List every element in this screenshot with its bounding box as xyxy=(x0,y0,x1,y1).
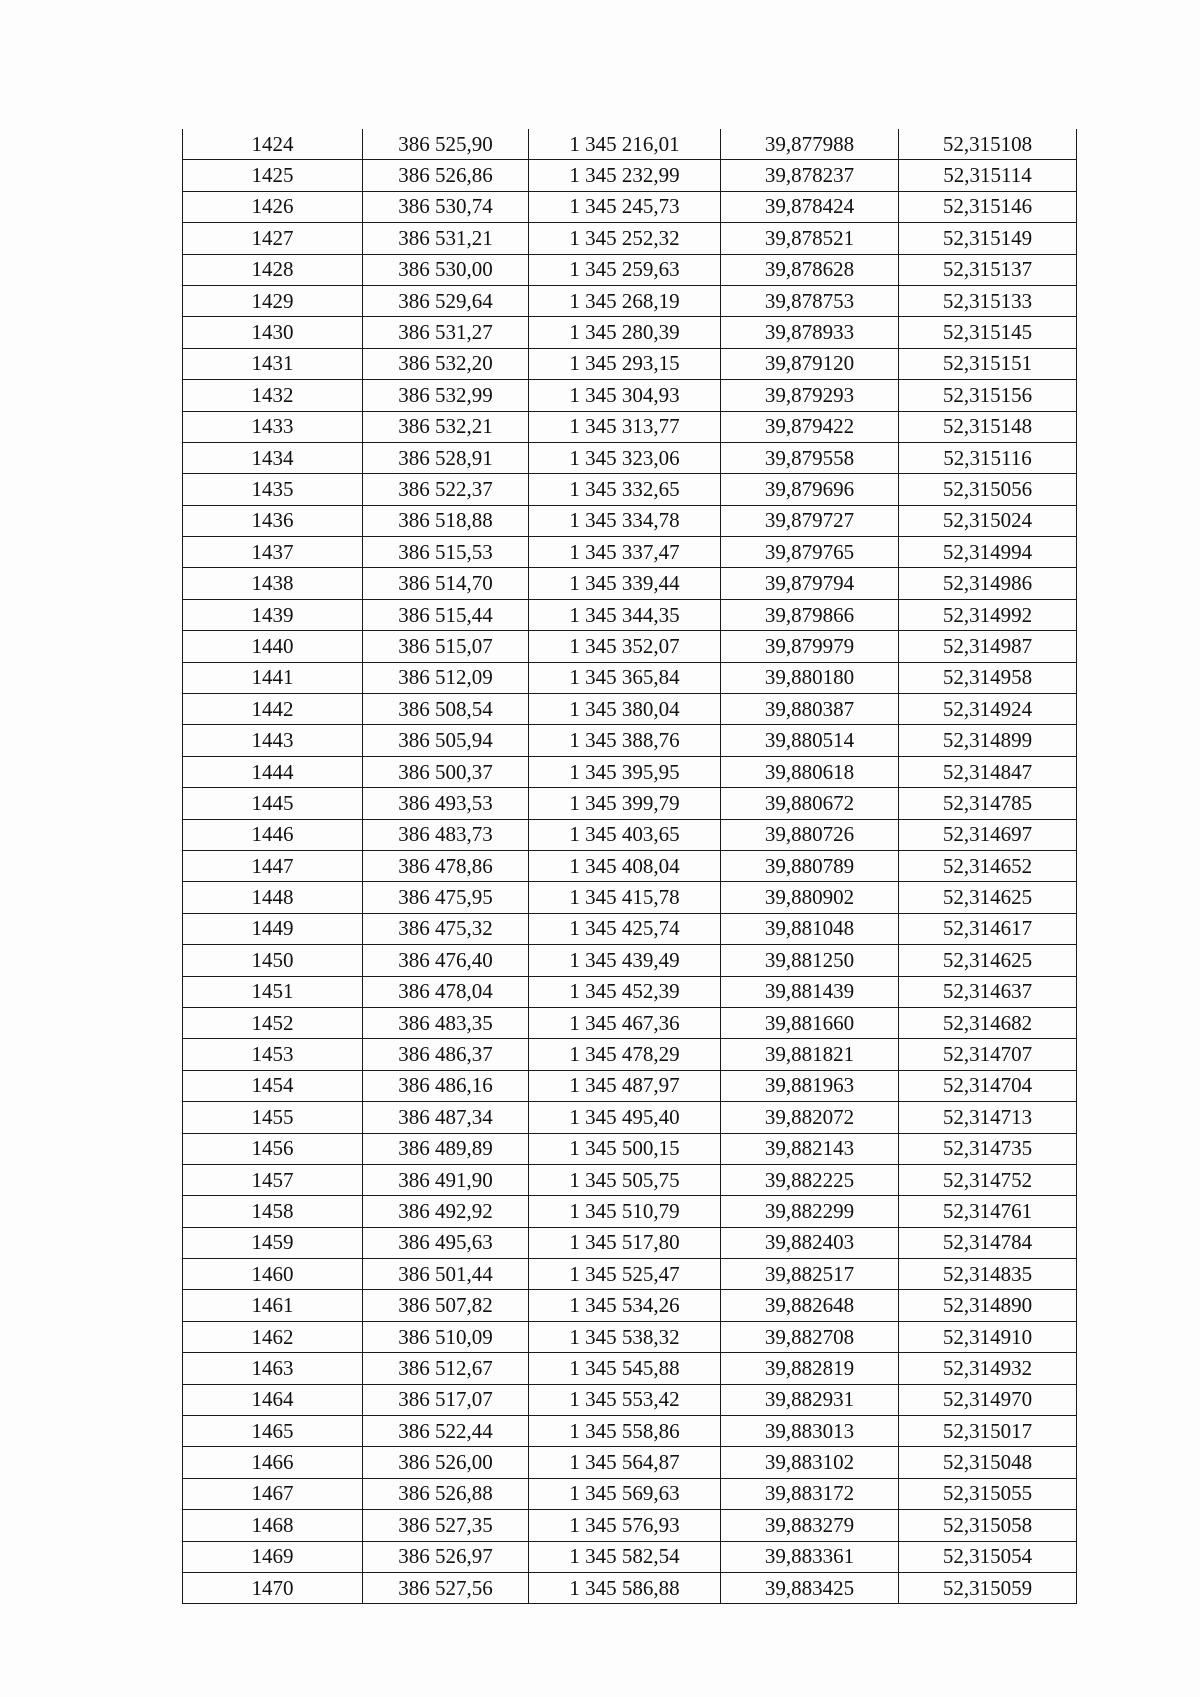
table-row xyxy=(183,537,1077,568)
table-row xyxy=(183,474,1077,505)
y-coordinate-cell: 1 345 332,65 xyxy=(529,474,721,505)
y-coordinate-cell: 1 345 337,47 xyxy=(529,537,721,568)
y-coordinate-cell: 1 345 344,35 xyxy=(529,599,721,630)
longitude-cell: 39,879120 xyxy=(721,348,899,379)
latitude-cell: 52,315108 xyxy=(899,129,1077,160)
table-row xyxy=(183,788,1077,819)
longitude-cell: 39,881660 xyxy=(721,1007,899,1038)
latitude-cell: 52,314835 xyxy=(899,1259,1077,1290)
longitude-cell: 39,882819 xyxy=(721,1353,899,1384)
point-number-cell: 1467 xyxy=(183,1478,363,1509)
y-coordinate-cell: 1 345 323,06 xyxy=(529,442,721,473)
x-coordinate-cell: 386 475,95 xyxy=(363,882,529,913)
latitude-cell: 52,314625 xyxy=(899,945,1077,976)
point-number-cell: 1449 xyxy=(183,913,363,944)
point-number-cell: 1442 xyxy=(183,694,363,725)
y-coordinate-cell: 1 345 505,75 xyxy=(529,1164,721,1195)
table-row xyxy=(183,1070,1077,1101)
table-row xyxy=(183,1572,1077,1603)
longitude-cell: 39,881048 xyxy=(721,913,899,944)
point-number-cell: 1455 xyxy=(183,1102,363,1133)
latitude-cell: 52,314652 xyxy=(899,850,1077,881)
y-coordinate-cell: 1 345 510,79 xyxy=(529,1196,721,1227)
longitude-cell: 39,882708 xyxy=(721,1321,899,1352)
y-coordinate-cell: 1 345 538,32 xyxy=(529,1321,721,1352)
table-row xyxy=(183,882,1077,913)
latitude-cell: 52,315116 xyxy=(899,442,1077,473)
point-number-cell: 1464 xyxy=(183,1384,363,1415)
y-coordinate-cell: 1 345 564,87 xyxy=(529,1447,721,1478)
y-coordinate-cell: 1 345 534,26 xyxy=(529,1290,721,1321)
point-number-cell: 1428 xyxy=(183,254,363,285)
longitude-cell: 39,880672 xyxy=(721,788,899,819)
latitude-cell: 52,315059 xyxy=(899,1572,1077,1603)
x-coordinate-cell: 386 491,90 xyxy=(363,1164,529,1195)
x-coordinate-cell: 386 526,86 xyxy=(363,160,529,191)
table-row xyxy=(183,976,1077,1007)
y-coordinate-cell: 1 345 425,74 xyxy=(529,913,721,944)
x-coordinate-cell: 386 525,90 xyxy=(363,129,529,160)
x-coordinate-cell: 386 531,21 xyxy=(363,223,529,254)
point-number-cell: 1436 xyxy=(183,505,363,536)
y-coordinate-cell: 1 345 395,95 xyxy=(529,756,721,787)
latitude-cell: 52,314987 xyxy=(899,631,1077,662)
table-row xyxy=(183,756,1077,787)
point-number-cell: 1448 xyxy=(183,882,363,913)
table-row xyxy=(183,317,1077,348)
x-coordinate-cell: 386 522,44 xyxy=(363,1416,529,1447)
y-coordinate-cell: 1 345 558,86 xyxy=(529,1416,721,1447)
longitude-cell: 39,878237 xyxy=(721,160,899,191)
longitude-cell: 39,879765 xyxy=(721,537,899,568)
point-number-cell: 1430 xyxy=(183,317,363,348)
table-row xyxy=(183,1478,1077,1509)
table-row xyxy=(183,1384,1077,1415)
table-row xyxy=(183,1447,1077,1478)
latitude-cell: 52,314625 xyxy=(899,882,1077,913)
point-number-cell: 1441 xyxy=(183,662,363,693)
table-row xyxy=(183,1541,1077,1572)
x-coordinate-cell: 386 508,54 xyxy=(363,694,529,725)
latitude-cell: 52,315156 xyxy=(899,380,1077,411)
y-coordinate-cell: 1 345 403,65 xyxy=(529,819,721,850)
table-row xyxy=(183,254,1077,285)
longitude-cell: 39,880726 xyxy=(721,819,899,850)
longitude-cell: 39,879794 xyxy=(721,568,899,599)
x-coordinate-cell: 386 515,44 xyxy=(363,599,529,630)
table-row xyxy=(183,411,1077,442)
latitude-cell: 52,315114 xyxy=(899,160,1077,191)
longitude-cell: 39,880902 xyxy=(721,882,899,913)
point-number-cell: 1466 xyxy=(183,1447,363,1478)
longitude-cell: 39,879422 xyxy=(721,411,899,442)
table-row xyxy=(183,1039,1077,1070)
latitude-cell: 52,314890 xyxy=(899,1290,1077,1321)
table-row xyxy=(183,725,1077,756)
y-coordinate-cell: 1 345 586,88 xyxy=(529,1572,721,1603)
table-row xyxy=(183,223,1077,254)
coordinates-table xyxy=(182,129,1077,1604)
longitude-cell: 39,880180 xyxy=(721,662,899,693)
x-coordinate-cell: 386 492,92 xyxy=(363,1196,529,1227)
y-coordinate-cell: 1 345 293,15 xyxy=(529,348,721,379)
point-number-cell: 1453 xyxy=(183,1039,363,1070)
longitude-cell: 39,878628 xyxy=(721,254,899,285)
point-number-cell: 1427 xyxy=(183,223,363,254)
latitude-cell: 52,315133 xyxy=(899,285,1077,316)
y-coordinate-cell: 1 345 553,42 xyxy=(529,1384,721,1415)
y-coordinate-cell: 1 345 334,78 xyxy=(529,505,721,536)
table-row xyxy=(183,1416,1077,1447)
latitude-cell: 52,315017 xyxy=(899,1416,1077,1447)
longitude-cell: 39,879866 xyxy=(721,599,899,630)
y-coordinate-cell: 1 345 399,79 xyxy=(529,788,721,819)
latitude-cell: 52,314752 xyxy=(899,1164,1077,1195)
x-coordinate-cell: 386 515,07 xyxy=(363,631,529,662)
x-coordinate-cell: 386 531,27 xyxy=(363,317,529,348)
table-row xyxy=(183,1102,1077,1133)
latitude-cell: 52,315058 xyxy=(899,1510,1077,1541)
latitude-cell: 52,314958 xyxy=(899,662,1077,693)
table-row xyxy=(183,850,1077,881)
y-coordinate-cell: 1 345 487,97 xyxy=(529,1070,721,1101)
y-coordinate-cell: 1 345 478,29 xyxy=(529,1039,721,1070)
latitude-cell: 52,314761 xyxy=(899,1196,1077,1227)
table-row xyxy=(183,599,1077,630)
y-coordinate-cell: 1 345 569,63 xyxy=(529,1478,721,1509)
latitude-cell: 52,314785 xyxy=(899,788,1077,819)
point-number-cell: 1451 xyxy=(183,976,363,1007)
point-number-cell: 1454 xyxy=(183,1070,363,1101)
longitude-cell: 39,882517 xyxy=(721,1259,899,1290)
point-number-cell: 1447 xyxy=(183,850,363,881)
longitude-cell: 39,878933 xyxy=(721,317,899,348)
latitude-cell: 52,315048 xyxy=(899,1447,1077,1478)
x-coordinate-cell: 386 483,35 xyxy=(363,1007,529,1038)
x-coordinate-cell: 386 505,94 xyxy=(363,725,529,756)
x-coordinate-cell: 386 478,04 xyxy=(363,976,529,1007)
point-number-cell: 1470 xyxy=(183,1572,363,1603)
longitude-cell: 39,878753 xyxy=(721,285,899,316)
point-number-cell: 1460 xyxy=(183,1259,363,1290)
x-coordinate-cell: 386 512,67 xyxy=(363,1353,529,1384)
y-coordinate-cell: 1 345 439,49 xyxy=(529,945,721,976)
table-row xyxy=(183,285,1077,316)
x-coordinate-cell: 386 527,56 xyxy=(363,1572,529,1603)
x-coordinate-cell: 386 510,09 xyxy=(363,1321,529,1352)
x-coordinate-cell: 386 530,00 xyxy=(363,254,529,285)
y-coordinate-cell: 1 345 525,47 xyxy=(529,1259,721,1290)
longitude-cell: 39,883013 xyxy=(721,1416,899,1447)
latitude-cell: 52,315148 xyxy=(899,411,1077,442)
x-coordinate-cell: 386 495,63 xyxy=(363,1227,529,1258)
point-number-cell: 1440 xyxy=(183,631,363,662)
latitude-cell: 52,315145 xyxy=(899,317,1077,348)
point-number-cell: 1459 xyxy=(183,1227,363,1258)
longitude-cell: 39,881821 xyxy=(721,1039,899,1070)
longitude-cell: 39,881250 xyxy=(721,945,899,976)
longitude-cell: 39,877988 xyxy=(721,129,899,160)
longitude-cell: 39,879293 xyxy=(721,380,899,411)
point-number-cell: 1431 xyxy=(183,348,363,379)
latitude-cell: 52,314899 xyxy=(899,725,1077,756)
point-number-cell: 1468 xyxy=(183,1510,363,1541)
table-row xyxy=(183,1321,1077,1352)
table-row xyxy=(183,129,1077,160)
table-row xyxy=(183,442,1077,473)
y-coordinate-cell: 1 345 339,44 xyxy=(529,568,721,599)
x-coordinate-cell: 386 514,70 xyxy=(363,568,529,599)
longitude-cell: 39,880514 xyxy=(721,725,899,756)
longitude-cell: 39,882648 xyxy=(721,1290,899,1321)
latitude-cell: 52,314704 xyxy=(899,1070,1077,1101)
longitude-cell: 39,882072 xyxy=(721,1102,899,1133)
table-row xyxy=(183,1133,1077,1164)
y-coordinate-cell: 1 345 313,77 xyxy=(529,411,721,442)
x-coordinate-cell: 386 476,40 xyxy=(363,945,529,976)
latitude-cell: 52,314910 xyxy=(899,1321,1077,1352)
point-number-cell: 1429 xyxy=(183,285,363,316)
point-number-cell: 1457 xyxy=(183,1164,363,1195)
table-row xyxy=(183,568,1077,599)
point-number-cell: 1435 xyxy=(183,474,363,505)
point-number-cell: 1445 xyxy=(183,788,363,819)
latitude-cell: 52,314992 xyxy=(899,599,1077,630)
longitude-cell: 39,878424 xyxy=(721,191,899,222)
table-row xyxy=(183,160,1077,191)
table-row xyxy=(183,191,1077,222)
y-coordinate-cell: 1 345 304,93 xyxy=(529,380,721,411)
latitude-cell: 52,314707 xyxy=(899,1039,1077,1070)
y-coordinate-cell: 1 345 582,54 xyxy=(529,1541,721,1572)
latitude-cell: 52,315024 xyxy=(899,505,1077,536)
table-row xyxy=(183,913,1077,944)
table-row xyxy=(183,380,1077,411)
latitude-cell: 52,315149 xyxy=(899,223,1077,254)
coordinates-table-body xyxy=(183,129,1077,1604)
table-row xyxy=(183,1259,1077,1290)
x-coordinate-cell: 386 507,82 xyxy=(363,1290,529,1321)
table-row xyxy=(183,1290,1077,1321)
longitude-cell: 39,881439 xyxy=(721,976,899,1007)
y-coordinate-cell: 1 345 500,15 xyxy=(529,1133,721,1164)
x-coordinate-cell: 386 530,74 xyxy=(363,191,529,222)
point-number-cell: 1424 xyxy=(183,129,363,160)
x-coordinate-cell: 386 517,07 xyxy=(363,1384,529,1415)
y-coordinate-cell: 1 345 365,84 xyxy=(529,662,721,693)
point-number-cell: 1456 xyxy=(183,1133,363,1164)
y-coordinate-cell: 1 345 415,78 xyxy=(529,882,721,913)
longitude-cell: 39,879558 xyxy=(721,442,899,473)
latitude-cell: 52,315056 xyxy=(899,474,1077,505)
longitude-cell: 39,882225 xyxy=(721,1164,899,1195)
y-coordinate-cell: 1 345 452,39 xyxy=(529,976,721,1007)
x-coordinate-cell: 386 532,21 xyxy=(363,411,529,442)
y-coordinate-cell: 1 345 467,36 xyxy=(529,1007,721,1038)
latitude-cell: 52,314970 xyxy=(899,1384,1077,1415)
table-row xyxy=(183,662,1077,693)
longitude-cell: 39,880618 xyxy=(721,756,899,787)
x-coordinate-cell: 386 526,00 xyxy=(363,1447,529,1478)
point-number-cell: 1444 xyxy=(183,756,363,787)
latitude-cell: 52,314924 xyxy=(899,694,1077,725)
point-number-cell: 1469 xyxy=(183,1541,363,1572)
x-coordinate-cell: 386 500,37 xyxy=(363,756,529,787)
longitude-cell: 39,880387 xyxy=(721,694,899,725)
x-coordinate-cell: 386 478,86 xyxy=(363,850,529,881)
latitude-cell: 52,314617 xyxy=(899,913,1077,944)
point-number-cell: 1432 xyxy=(183,380,363,411)
point-number-cell: 1463 xyxy=(183,1353,363,1384)
y-coordinate-cell: 1 345 352,07 xyxy=(529,631,721,662)
x-coordinate-cell: 386 489,89 xyxy=(363,1133,529,1164)
y-coordinate-cell: 1 345 280,39 xyxy=(529,317,721,348)
point-number-cell: 1462 xyxy=(183,1321,363,1352)
x-coordinate-cell: 386 518,88 xyxy=(363,505,529,536)
y-coordinate-cell: 1 345 545,88 xyxy=(529,1353,721,1384)
latitude-cell: 52,314697 xyxy=(899,819,1077,850)
table-row xyxy=(183,1510,1077,1541)
x-coordinate-cell: 386 522,37 xyxy=(363,474,529,505)
latitude-cell: 52,314784 xyxy=(899,1227,1077,1258)
y-coordinate-cell: 1 345 517,80 xyxy=(529,1227,721,1258)
table-row xyxy=(183,505,1077,536)
longitude-cell: 39,883102 xyxy=(721,1447,899,1478)
table-row xyxy=(183,1353,1077,1384)
y-coordinate-cell: 1 345 232,99 xyxy=(529,160,721,191)
x-coordinate-cell: 386 528,91 xyxy=(363,442,529,473)
longitude-cell: 39,879696 xyxy=(721,474,899,505)
y-coordinate-cell: 1 345 388,76 xyxy=(529,725,721,756)
longitude-cell: 39,879979 xyxy=(721,631,899,662)
point-number-cell: 1439 xyxy=(183,599,363,630)
y-coordinate-cell: 1 345 252,32 xyxy=(529,223,721,254)
x-coordinate-cell: 386 527,35 xyxy=(363,1510,529,1541)
y-coordinate-cell: 1 345 259,63 xyxy=(529,254,721,285)
latitude-cell: 52,314932 xyxy=(899,1353,1077,1384)
point-number-cell: 1452 xyxy=(183,1007,363,1038)
longitude-cell: 39,882299 xyxy=(721,1196,899,1227)
x-coordinate-cell: 386 475,32 xyxy=(363,913,529,944)
x-coordinate-cell: 386 483,73 xyxy=(363,819,529,850)
table-row xyxy=(183,1007,1077,1038)
x-coordinate-cell: 386 515,53 xyxy=(363,537,529,568)
point-number-cell: 1437 xyxy=(183,537,363,568)
point-number-cell: 1465 xyxy=(183,1416,363,1447)
x-coordinate-cell: 386 532,20 xyxy=(363,348,529,379)
x-coordinate-cell: 386 487,34 xyxy=(363,1102,529,1133)
y-coordinate-cell: 1 345 380,04 xyxy=(529,694,721,725)
latitude-cell: 52,315151 xyxy=(899,348,1077,379)
x-coordinate-cell: 386 526,97 xyxy=(363,1541,529,1572)
table-row xyxy=(183,1164,1077,1195)
x-coordinate-cell: 386 501,44 xyxy=(363,1259,529,1290)
point-number-cell: 1446 xyxy=(183,819,363,850)
x-coordinate-cell: 386 532,99 xyxy=(363,380,529,411)
latitude-cell: 52,315055 xyxy=(899,1478,1077,1509)
latitude-cell: 52,314713 xyxy=(899,1102,1077,1133)
table-row xyxy=(183,945,1077,976)
latitude-cell: 52,315054 xyxy=(899,1541,1077,1572)
latitude-cell: 52,314994 xyxy=(899,537,1077,568)
longitude-cell: 39,883172 xyxy=(721,1478,899,1509)
table-row xyxy=(183,694,1077,725)
latitude-cell: 52,314735 xyxy=(899,1133,1077,1164)
longitude-cell: 39,878521 xyxy=(721,223,899,254)
table-row xyxy=(183,631,1077,662)
longitude-cell: 39,883279 xyxy=(721,1510,899,1541)
table-row xyxy=(183,1227,1077,1258)
y-coordinate-cell: 1 345 495,40 xyxy=(529,1102,721,1133)
y-coordinate-cell: 1 345 408,04 xyxy=(529,850,721,881)
point-number-cell: 1450 xyxy=(183,945,363,976)
point-number-cell: 1438 xyxy=(183,568,363,599)
latitude-cell: 52,315146 xyxy=(899,191,1077,222)
latitude-cell: 52,314682 xyxy=(899,1007,1077,1038)
x-coordinate-cell: 386 493,53 xyxy=(363,788,529,819)
point-number-cell: 1433 xyxy=(183,411,363,442)
y-coordinate-cell: 1 345 216,01 xyxy=(529,129,721,160)
point-number-cell: 1458 xyxy=(183,1196,363,1227)
point-number-cell: 1434 xyxy=(183,442,363,473)
latitude-cell: 52,314847 xyxy=(899,756,1077,787)
table-row xyxy=(183,1196,1077,1227)
longitude-cell: 39,879727 xyxy=(721,505,899,536)
longitude-cell: 39,881963 xyxy=(721,1070,899,1101)
longitude-cell: 39,882143 xyxy=(721,1133,899,1164)
latitude-cell: 52,314637 xyxy=(899,976,1077,1007)
y-coordinate-cell: 1 345 576,93 xyxy=(529,1510,721,1541)
latitude-cell: 52,314986 xyxy=(899,568,1077,599)
point-number-cell: 1443 xyxy=(183,725,363,756)
x-coordinate-cell: 386 486,37 xyxy=(363,1039,529,1070)
longitude-cell: 39,883361 xyxy=(721,1541,899,1572)
y-coordinate-cell: 1 345 268,19 xyxy=(529,285,721,316)
point-number-cell: 1461 xyxy=(183,1290,363,1321)
y-coordinate-cell: 1 345 245,73 xyxy=(529,191,721,222)
x-coordinate-cell: 386 512,09 xyxy=(363,662,529,693)
latitude-cell: 52,315137 xyxy=(899,254,1077,285)
longitude-cell: 39,883425 xyxy=(721,1572,899,1603)
x-coordinate-cell: 386 486,16 xyxy=(363,1070,529,1101)
longitude-cell: 39,880789 xyxy=(721,850,899,881)
x-coordinate-cell: 386 529,64 xyxy=(363,285,529,316)
x-coordinate-cell: 386 526,88 xyxy=(363,1478,529,1509)
table-row xyxy=(183,348,1077,379)
longitude-cell: 39,882403 xyxy=(721,1227,899,1258)
longitude-cell: 39,882931 xyxy=(721,1384,899,1415)
point-number-cell: 1425 xyxy=(183,160,363,191)
table-row xyxy=(183,819,1077,850)
point-number-cell: 1426 xyxy=(183,191,363,222)
